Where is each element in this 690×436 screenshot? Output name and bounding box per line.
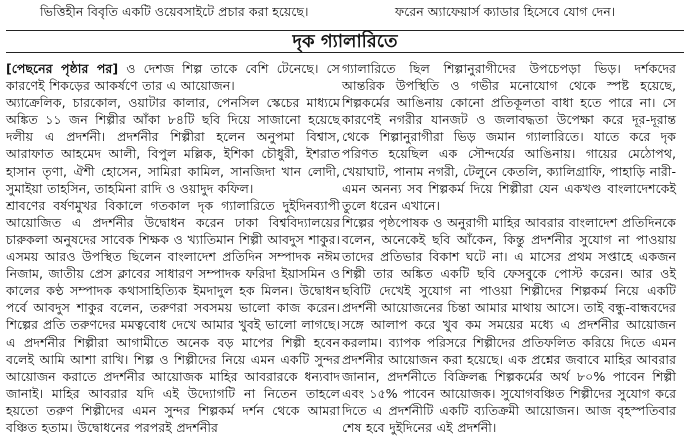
paragraph-text: ও দেশজ শিল্প তাকে বেশি টেনেছে। সে কারণেই শিকড়ের আকর্ষণে তার এ আয়োজন। [6,61,340,94]
paragraph: গ্যালারিতে ছিল শিল্পানুরাগীদের উপচেপড়া ভিড়। দর্শকদের আন্তরিক উপস্থিতি ও গভীর মনোযোগ থেকে স্পষ্ট হয়েছে, শিল্পকর্মের আঙিনায় কোনো প্রতিকূলতা বাধা হতে পারে না। সে কারণেই নগরীর যানজট ও জলাবদ্ধতা উপেক্ষা করে দূর-দূরান্ত থেকে শিল্পানুরাগীরা ভিড় জমান গ্যালারিতে। যাতে করে দৃক পরিণত হয়েছিল এক সৌন্দর্যের আঙিনায়। গায়ের মেঠোপথ, খেয়াঘাট, পানাম নগরী, টেলুনে কেতলি, ক্যালিগ্রাফি, পাহাড়ি নারী- এমন অনন্য সব শিল্পকর্ম দিয়ে শিল্পীরা যেন একখণ্ড বাংলাদেশকেই তুলে ধরেন এখানে। [342,61,676,213]
bottom-rule [6,52,684,53]
right-column [342,60,676,436]
paragraph: অ্যাক্রেলিক, চারকোল, ওয়াটার কালার, পেনসিল স্কেচের মাধ্যমে অঙ্কিত ১১ জন শিল্পীর আঁকা ৮৪টি ছবি দিয়ে সাজানো হয়েছে দলীয় এ প্রদর্শনী। প্রদর্শনীর শিল্পীরা হলেন অনুপমা বিশ্বাস, আরাফাত আহমেদ আলী, বিপুল মল্লিক, ইশিকা চৌধুরী, ইশরাত হাসান তৃণা, ঐশী হোসেন, সামিরা কামিল, সানজিদা খান লোদী, সুমাইয়া তাহসিন, তাহমিনা রাদি ও ওয়াদুদ কফিল। [6,95,340,196]
headline-text: দৃক গ্যালারিতে [283,31,408,52]
paragraph: শ্রাবণের বর্ষণমুখর বিকালে গতকাল দৃক গ্যালারিতে দুইদিনব্যাপী আয়োজিত এ প্রদর্শনীর উদ্বোধন করেন ঢাকা বিশ্ববিদ্যালয়ের চারুকলা অনুষদের সাবেক শিক্ষক ও খ্যাতিমান শিল্পী আবদুস শাকুর। এসময় আরও উপস্থিত ছিলেন বাংলাদেশ প্রতিদিন সম্পাদক নঈম নিজাম, জাতীয় প্রেস ক্লাবের সাধারণ সম্পাদক ফরিদা ইয়াসমিন ও কালের কণ্ঠ সম্পাদক কথাসাহিত্যিক ইমদাদুল হক মিলন। উদ্বোধন পর্বে আবদুস শাকুর বলেন, তরুণরা সবসময় ভালো কাজ করেন। শিল্পের প্রতি তরুণদের মমত্ববোধ দেখে আমার খুবই ভালো লাগছে। এ প্রদর্শনীর শিল্পীরা আগামীতে অনেক বড় মাপের শিল্পী হবেন বলেই আমি আশা রাখি। শিল্প ও শিল্পীদের নিয়ে এমন একটি সুন্দর আয়োজন করাতে প্রদর্শনীর আয়োজক মাহির আবরারকে ধন্যবাদ জানাই। মাহির আবরার যদি এই উদ্যোগটি না নিতেন তাহলে হয়তো তরুণ শিল্পীদের এমন সুন্দর শিল্পকর্ম দর্শন থেকে আমরা বঞ্চিত হতাম। উদ্বোধনের পরপরই প্রদর্শনীর [6,197,340,435]
previous-article-fragment-right: ফরেন অ্যাফেয়ার্স ক্যাডার হিসেবে যোগ দেন। [395,4,616,19]
previous-article-fragment-left: ভিত্তিহীন বিবৃতি একটি ওয়েবসাইটে প্রচার করা হয়েছে। [40,4,309,19]
paragraph [6,60,340,94]
paragraph: শিল্পের পৃষ্ঠপোষক ও অনুরাগী মাহির আবরার বাংলাদেশ প্রতিদিনকে বলেন, অনেকেই ছবি আঁকেন, কিন্তু প্রদর্শনীর সুযোগ না পাওয়ায় তাদের প্রতিভার বিকাশ ঘটে না। এ মাসের প্রথম সপ্তাহে একজন শিল্পী তার অঙ্কিত একটি ছবি ফেসবুকে পোস্ট করেন। আর ওই ছবিটি দেখেই সুযোগ না পাওয়া শিল্পীদের শিল্পকর্ম নিয়ে একটি প্রদর্শনী আয়োজনের চিন্তা আমার মাথায় আসে। তাই বন্ধু-বান্ধবদের সঙ্গে আলাপ করে খুব কম সময়ের মধ্যে এ প্রদর্শনীর আয়োজন করলাম। ব্যাপক পরিসরে শিল্পীদের প্রতিফলিত করিয়ে দিতে এমন প্রদর্শনীর আয়োজন করা হয়েছে। এক প্রশ্নের জবাবে মাহির আবরার জানান, প্রদর্শনীতে বিক্রিলব্ধ শিল্পকর্মের অর্থ ৮০% পাবেন শিল্পী এবং ১৫% পাবেন আয়োজক। সুযোগবঞ্চিত শিল্পীদের সুযোগ করে দিতে এ প্রদর্শনীটি একটি ব্যতিক্রমী আয়োজন। আজ বৃহস্পতিবার শেষ হবে দুইদিনের এই প্রদর্শনী। [342,214,676,435]
continuation-kicker: [পেছনের পৃষ্ঠার পর] [6,61,119,76]
left-column [6,60,340,436]
